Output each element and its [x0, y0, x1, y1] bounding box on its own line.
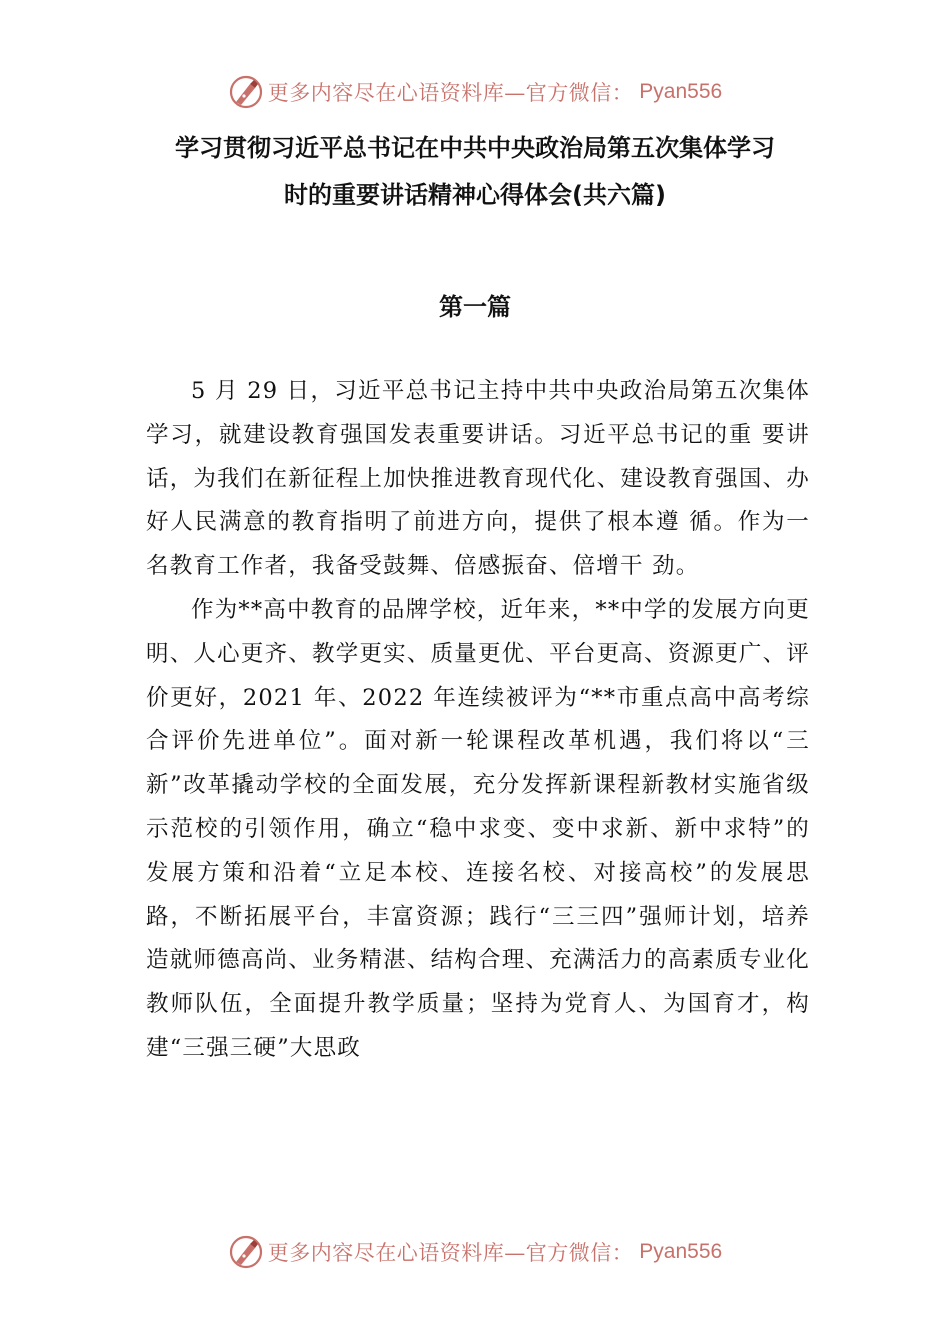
- watermark-text: 更多内容尽在心语资料库—官方微信：: [267, 81, 634, 105]
- paragraph: 5 月 29 日，习近平总书记主持中共中央政治局第五次集体学习，就建设教育强国发表重要讲话。习近平总书记的重 要讲话，为我们在新征程上加快推进教育现代化、建设教育强国、办好人民满意的教育指明了前进方向，提供了根本遵 循。作为一名教育工作者，我备受鼓舞、倍感振奋、倍增干 劲。: [146, 378, 810, 580]
- body-text: [146, 370, 810, 1071]
- document-title-line-2: 时的重要讲话精神心得体会(共六篇): [284, 181, 666, 209]
- document-title-line-1: 学习贯彻习近平总书记在中共中央政治局第五次集体学习: [175, 134, 775, 162]
- pen-nib-logo-icon: [228, 1234, 264, 1270]
- watermark-wechat-handle: Pyan556: [639, 1240, 723, 1263]
- paragraph: 作为**高中教育的品牌学校，近年来，**中学的发展方向更明、人心更齐、教学更实、质量更优、平台更高、资源更广、评价更好，2021 年、2022 年连续被评为“**市重点高中高考综合评价先进单位”。面对新一轮课程改革机遇，我们将以“三新”改革撬动学校的全面发展，充分发挥新课程新教材实施省级示范校的引领作用，确立“稳中求变、变中求新、新中求特”的发展方策和沿着“立足本校、连接名校、对接高校”的发展思路，不断拓展平台，丰富资源；践行“三三四”强师计划，培养造就师德高尚、业务精湛、结构合理、充满活力的高素质专业化教师队伍，全面提升教学质量；坚持为党育人、为国育才，构建“三强三硬”大思政: [146, 596, 810, 1061]
- pen-nib-logo-icon: [228, 74, 264, 110]
- footer-watermark-banner: [0, 1232, 950, 1272]
- section-heading: 第一篇: [439, 293, 511, 321]
- watermark-text: 更多内容尽在心语资料库—官方微信：: [267, 1241, 634, 1265]
- header-watermark-banner: [0, 72, 950, 112]
- watermark-wechat-handle: Pyan556: [639, 80, 723, 103]
